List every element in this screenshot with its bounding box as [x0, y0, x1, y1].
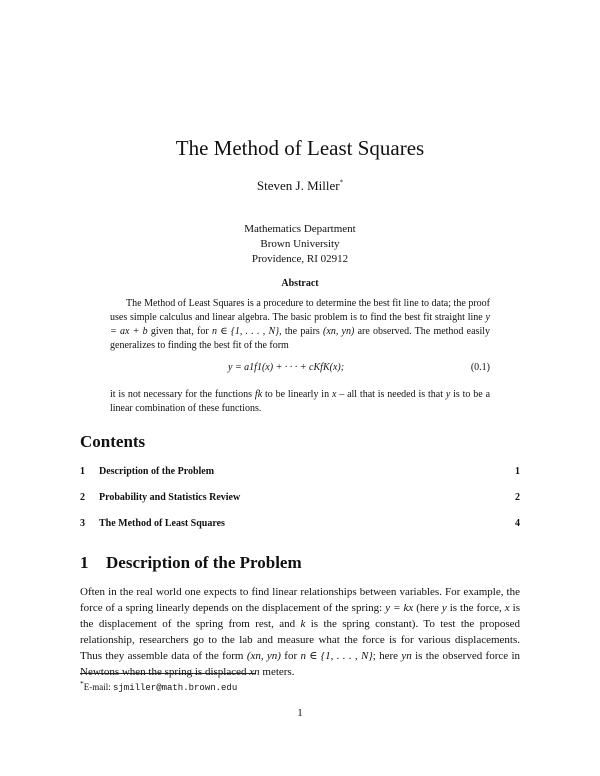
affiliation-line-3: Providence, RI 02912 — [251, 253, 349, 265]
author-name — [0, 178, 600, 194]
math-inline: (xn, yn) — [323, 326, 355, 337]
author-text: Steven J. Miller — [256, 178, 340, 193]
toc-page: 4 — [515, 518, 520, 529]
contents-heading: Contents — [80, 432, 146, 451]
math-inline: y = kx — [385, 602, 414, 614]
affiliation-line-2: Brown University — [260, 238, 340, 250]
abstract-paragraph: The Method of Least Squares is a procedure to determine the best fit line to data; the proof uses simple calculus and linear algebra. The basic problem is to find the best fit straight line y = ax + b given that, for n ∈ {1, . . . , N}, the pairs (xn, yn) are observed. The method easily generalizes to finding the best fit of the form — [110, 298, 490, 351]
footnote-rule — [80, 673, 256, 674]
footnote-mark: * — [80, 679, 84, 688]
equation-number: (0.1) — [470, 362, 490, 373]
toc-title[interactable]: Description of the Problem — [99, 466, 215, 477]
math-inline: n ∈ {1, . . . , N} — [211, 326, 280, 337]
math-inline: n ∈ {1, . . . , N} — [300, 650, 373, 662]
math-inline: y = ax + b — [110, 312, 490, 337]
author-footnote-mark: * — [339, 178, 344, 187]
math-inline: (xn, yn) — [246, 650, 281, 662]
section-number: 1 — [80, 553, 89, 572]
footnote-label: E-mail: — [83, 682, 113, 692]
toc-number: 1 — [80, 466, 85, 477]
equation-formula: y = a1f1(x) + · · · + cKfK(x); — [228, 362, 345, 373]
toc-number: 3 — [80, 518, 85, 529]
footnote — [80, 679, 237, 693]
math-inline: k — [300, 618, 306, 630]
toc-number: 2 — [80, 492, 85, 503]
toc-title[interactable]: Probability and Statistics Review — [99, 492, 241, 503]
page-number: 1 — [297, 707, 303, 719]
section-title: Description of the Problem — [106, 553, 302, 572]
email-link[interactable]: sjmiller@math.brown.edu — [113, 683, 238, 693]
toc-page: 1 — [515, 466, 520, 477]
abstract-heading: Abstract — [281, 278, 319, 289]
math-inline: y — [441, 602, 447, 614]
toc-title[interactable]: The Method of Least Squares — [99, 518, 225, 529]
paper-title: The Method of Least Squares — [175, 136, 425, 160]
math-inline: x — [331, 389, 337, 400]
section-paragraph: Often in the real world one expects to find linear relationships between variables. For example, the force of a spring linearly depends on the displacement of the spring: y = kx (here y is the force, x is the displacement of the spring from rest, and k is the spring constant). To test the proposed relationship, researchers go to the lab and measure what the force is for various displacements. Thus they assemble data of the form (xn, yn) for n ∈ {1, . . . , N}; here yn is the observed force in Newtons when the spring is displaced xn meters. — [80, 586, 521, 678]
math-inline: y — [445, 389, 451, 400]
toc-page: 2 — [515, 492, 520, 503]
math-inline: fk — [254, 389, 263, 400]
math-inline: yn — [401, 650, 412, 662]
abstract-paragraph-2: it is not necessary for the functions fk to be linearly in x – all that is needed is that y is to be a linear combination of these functions. — [110, 389, 491, 414]
math-inline: xn — [249, 666, 260, 678]
math-inline: x — [504, 602, 510, 614]
affiliation-line-1: Mathematics Department — [244, 223, 356, 235]
